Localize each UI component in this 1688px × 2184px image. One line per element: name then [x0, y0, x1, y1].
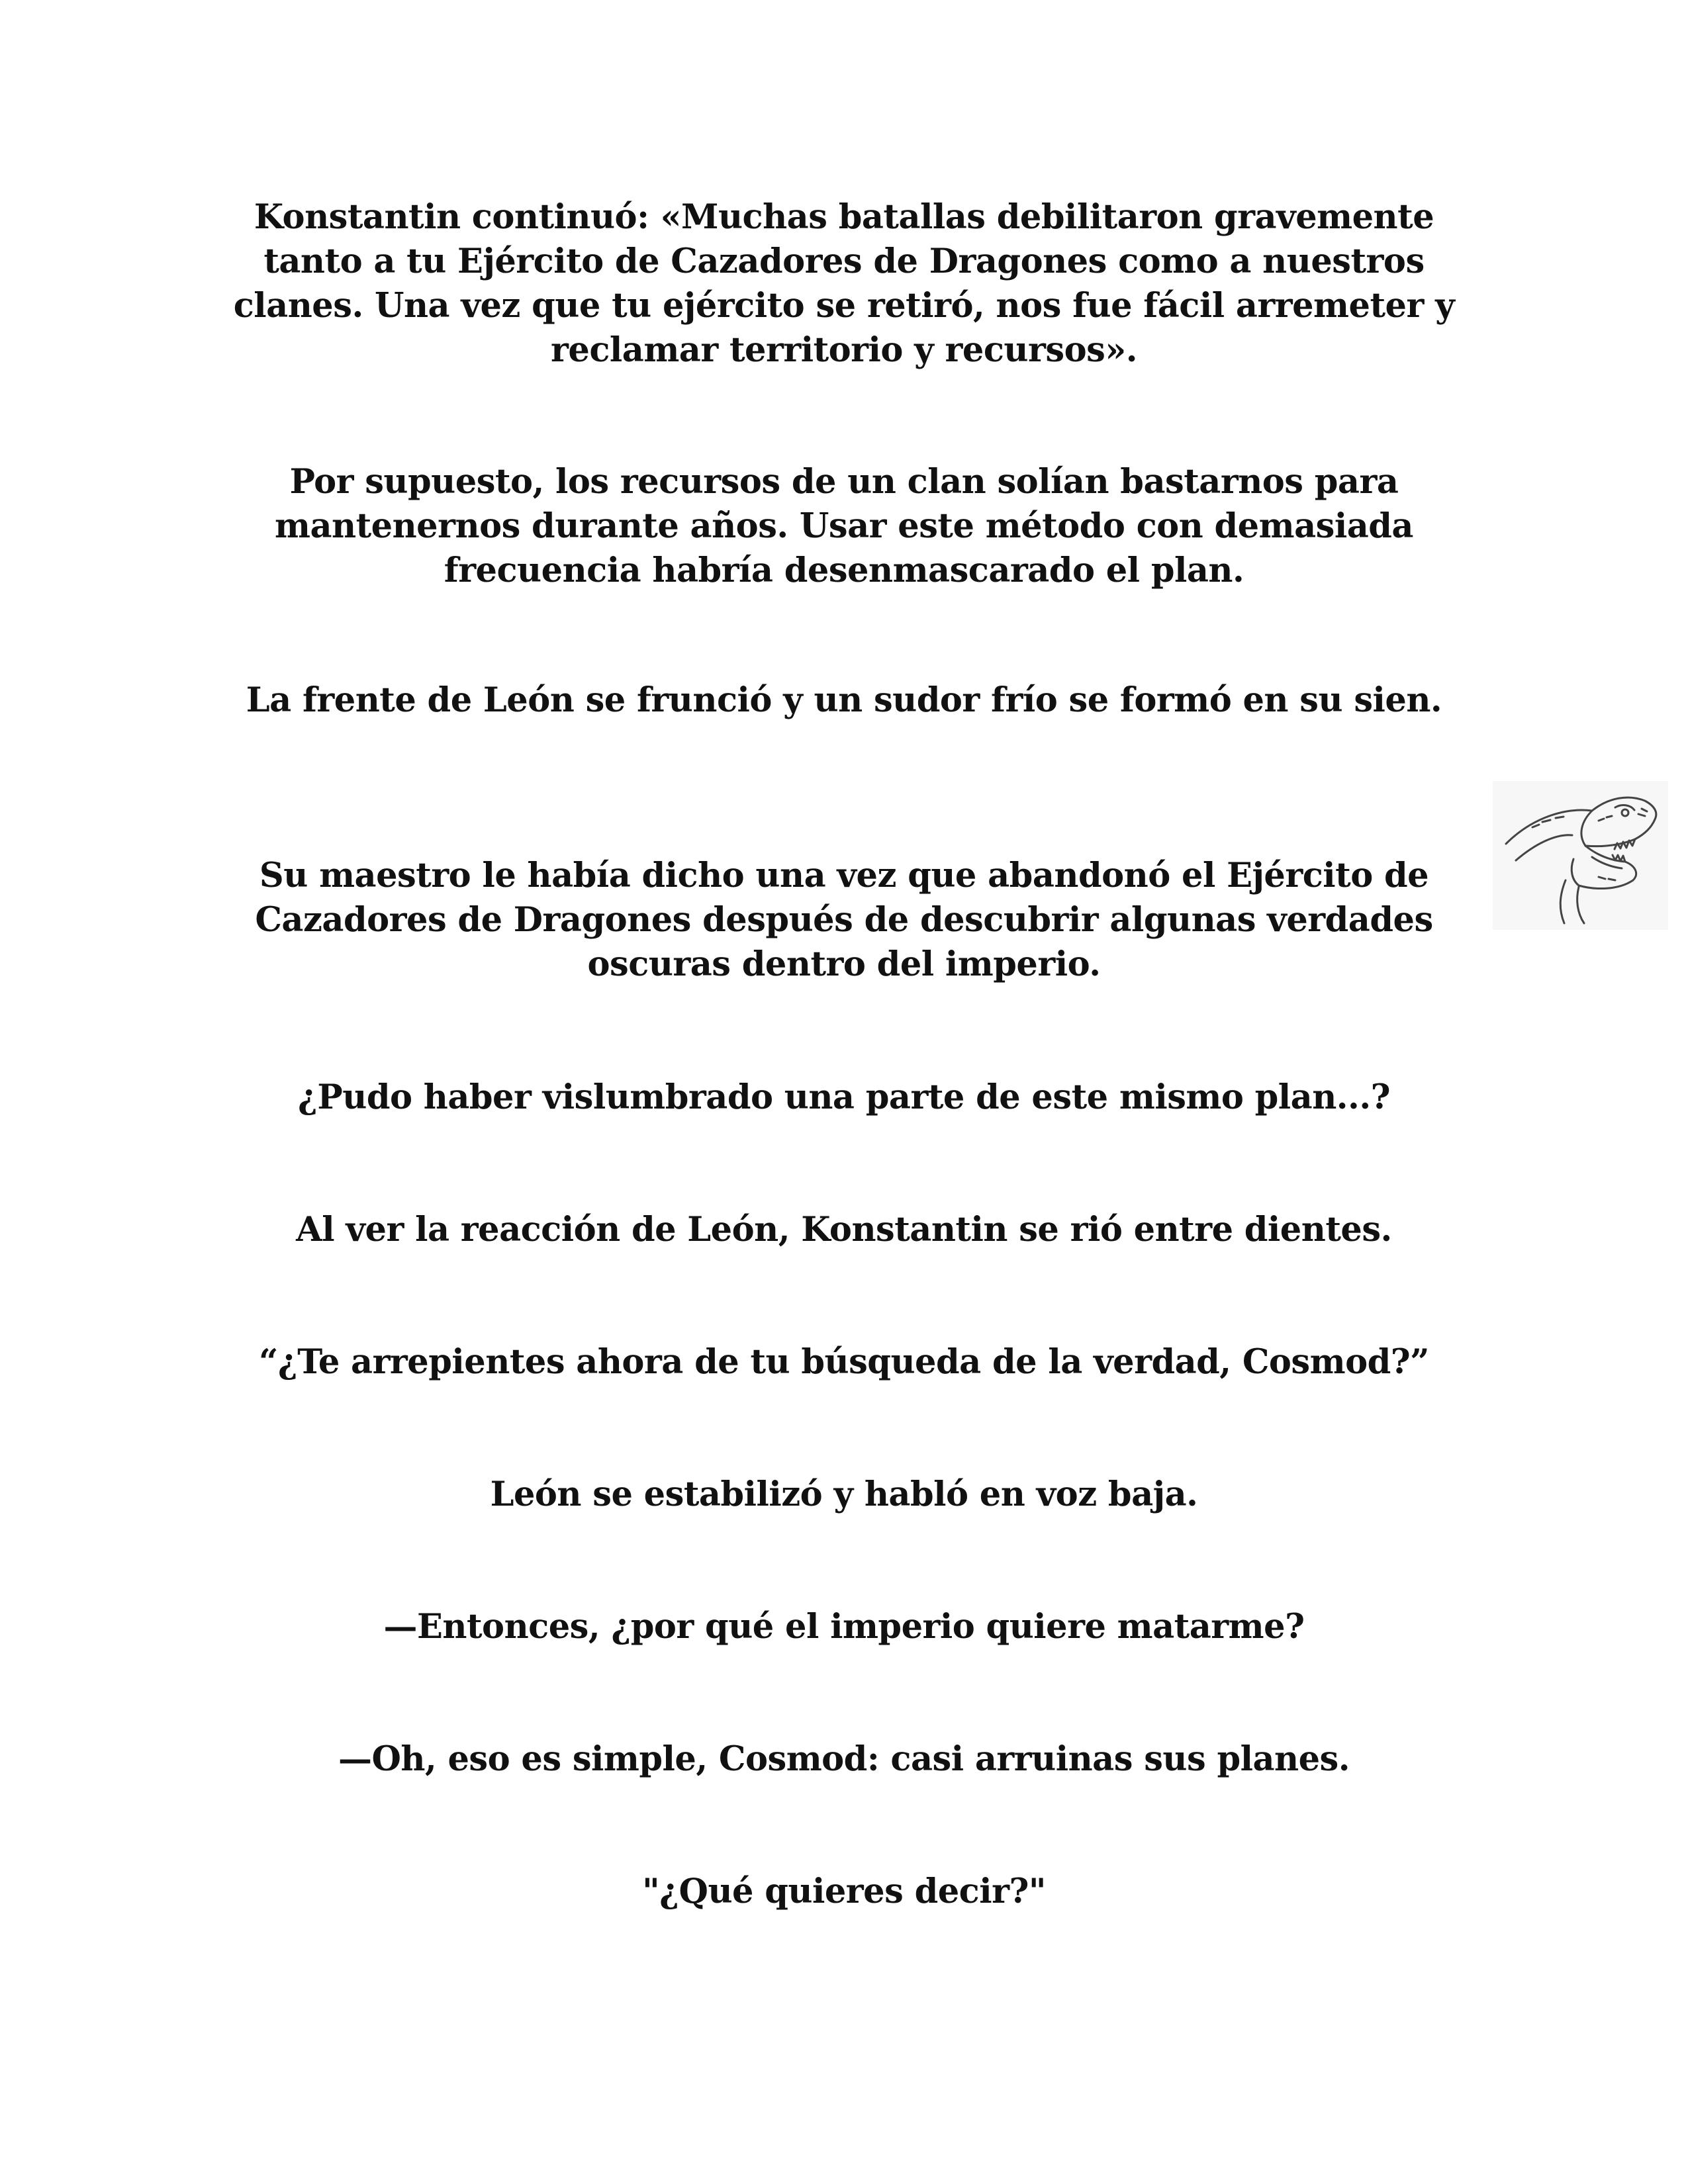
- paragraph-6: Al ver la reacción de León, Konstantin se rió entre dientes.: [296, 1210, 1392, 1250]
- paragraph-8: León se estabilizó y habló en voz baja.: [490, 1475, 1198, 1514]
- paragraph-3: La frente de León se frunció y un sudor frío se formó en su sien.: [246, 680, 1442, 720]
- paragraph-2: Por supuesto, los recursos de un clan solían bastarnos para mantenernos durante años. Usar este método con demasiada frecuencia habría desenmascarado el plan.: [275, 462, 1413, 590]
- paragraph-10: —Oh, eso es simple, Cosmod: casi arruinas sus planes.: [338, 1739, 1350, 1779]
- paragraph-1: Konstantin continuó: «Muchas batallas debilitaron gravemente tanto a tu Ejército de Cazadores de Dragones como a nuestros clanes. Una vez que tu ejército se retiró, nos fue fácil arremeter y reclamar territorio y recursos».: [233, 197, 1455, 370]
- paragraph-7: “¿Te arrepientes ahora de tu búsqueda de la verdad, Cosmod?”: [259, 1342, 1429, 1382]
- paragraph-5: ¿Pudo haber vislumbrado una parte de este mismo plan...?: [298, 1077, 1390, 1117]
- paragraph-11: "¿Qué quieres decir?": [642, 1872, 1046, 1911]
- paragraph-4: Su maestro le había dicho una vez que abandonó el Ejército de Cazadores de Dragones después de descubrir algunas verdades oscuras dentro del imperio.: [255, 856, 1433, 984]
- dinosaur-head-sketch-icon: [1493, 781, 1668, 930]
- paragraph-9: —Entonces, ¿por qué el imperio quiere matarme?: [383, 1607, 1305, 1647]
